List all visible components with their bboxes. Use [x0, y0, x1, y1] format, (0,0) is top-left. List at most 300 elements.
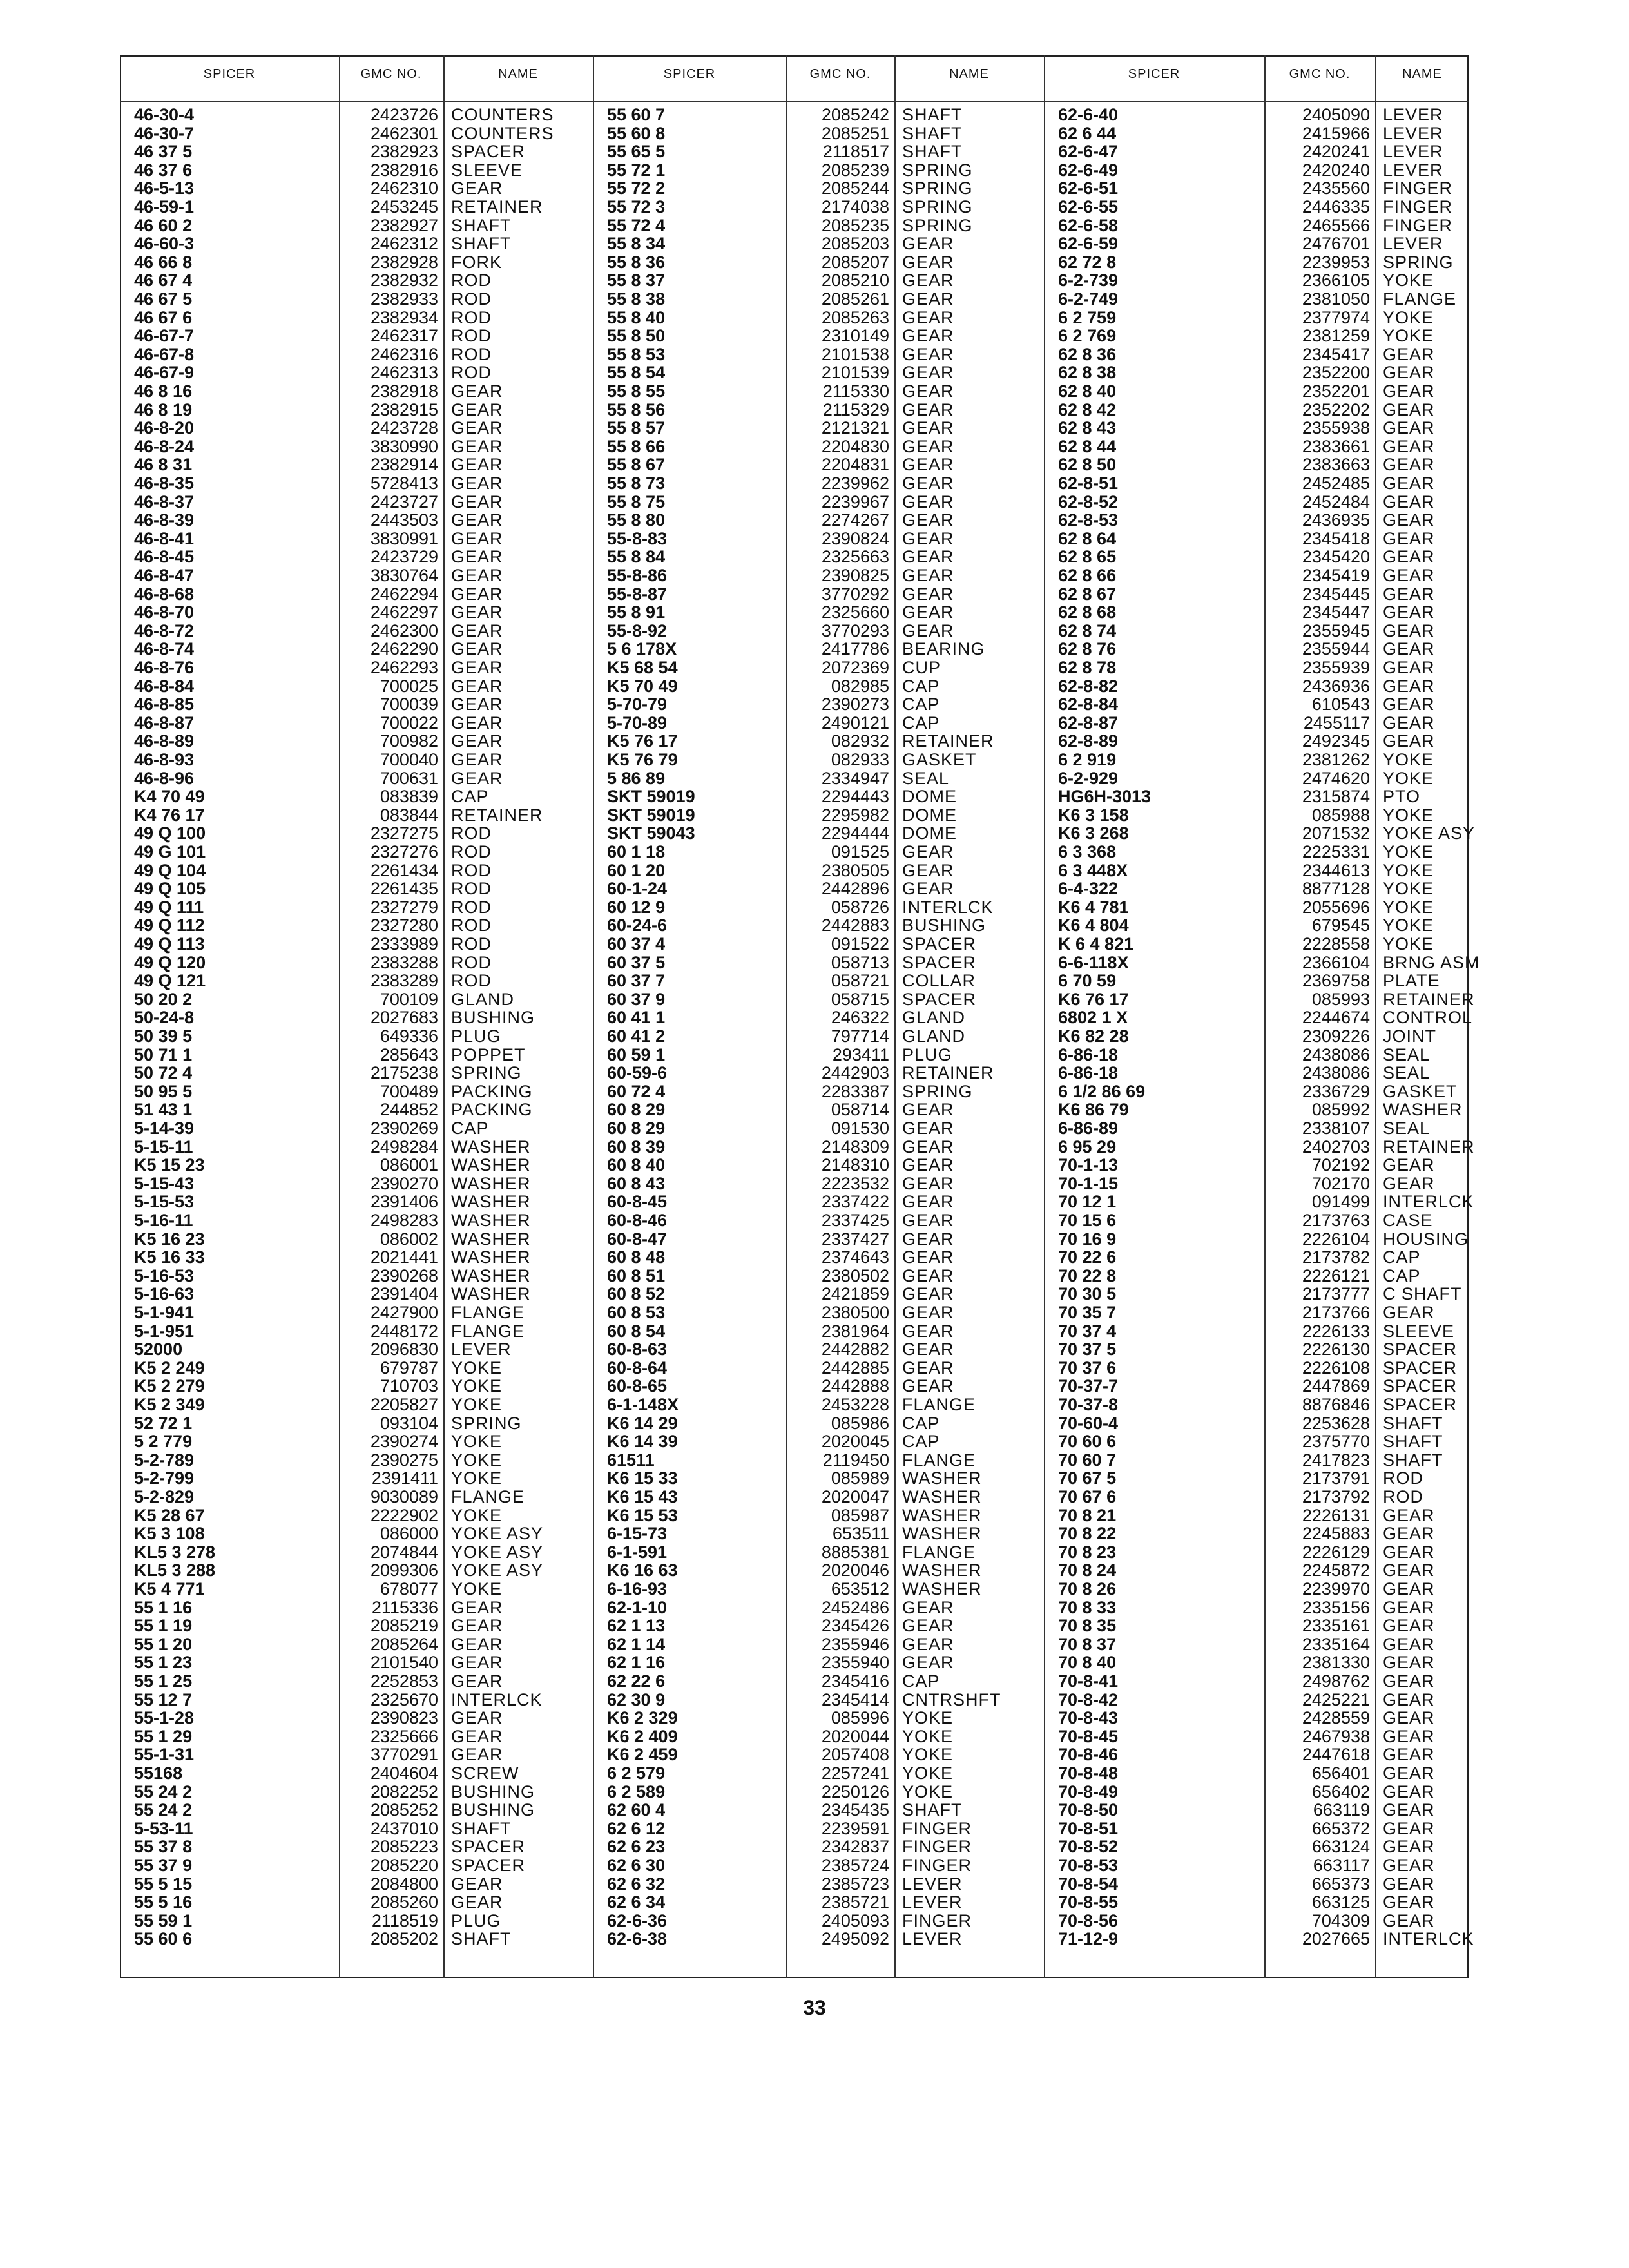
gmc-number: 2228558: [1302, 934, 1370, 954]
gmc-number: 2027665: [1302, 1929, 1370, 1949]
gmc-number: 2085251: [821, 123, 889, 143]
spicer-number: 62-8-52: [1058, 492, 1119, 512]
spicer-number: 50-24-8: [134, 1008, 195, 1028]
part-name: CAP: [902, 1413, 940, 1433]
part-name: GEAR: [451, 474, 503, 493]
gmc-number: 2442883: [821, 916, 889, 936]
gmc-number: 2462313: [370, 363, 438, 383]
gmc-number: 2226130: [1302, 1340, 1370, 1360]
gmc-number: 2462297: [370, 602, 438, 622]
part-name: GEAR: [902, 363, 954, 383]
part-name: FINGER: [902, 1856, 972, 1875]
gmc-number: 085988: [1311, 805, 1370, 825]
gmc-number: 2428559: [1302, 1708, 1370, 1728]
spicer-number: 6-4-322: [1058, 879, 1119, 899]
spicer-number: 49 Q 100: [134, 823, 206, 843]
part-name: GEAR: [451, 768, 503, 788]
part-name: FLANGE: [1383, 289, 1457, 309]
spicer-number: 55 8 67: [607, 455, 666, 475]
spicer-number: 62-8-51: [1058, 474, 1119, 493]
part-name: COLLAR: [902, 971, 976, 991]
spicer-number: 55-8-83: [607, 528, 668, 548]
part-name: WASHER: [902, 1468, 982, 1488]
spicer-number: K6 3 268: [1058, 823, 1129, 843]
gmc-number: 2085235: [821, 215, 889, 235]
parts-table: [120, 55, 1480, 1978]
spicer-number: 49 Q 120: [134, 952, 206, 972]
gmc-number: 2427900: [370, 1303, 438, 1322]
gmc-number: 2085210: [821, 271, 889, 291]
part-name: CAP: [902, 676, 940, 696]
column-header: SPICER: [1128, 67, 1181, 81]
gmc-number: 2390270: [370, 1173, 438, 1193]
spicer-number: 6-86-89: [1058, 1119, 1119, 1138]
column-divider: [1375, 55, 1376, 1978]
spicer-number: 60 41 2: [607, 1026, 666, 1046]
spicer-number: 46 60 2: [134, 215, 193, 235]
spicer-number: 70-8-53: [1058, 1856, 1119, 1875]
gmc-number: 2226121: [1302, 1265, 1370, 1285]
spicer-number: 62 6 30: [607, 1856, 666, 1875]
gmc-number: 2446335: [1302, 197, 1370, 216]
gmc-number: 2382927: [370, 215, 438, 235]
gmc-number: 2420240: [1302, 160, 1370, 180]
spicer-number: 6 95 29: [1058, 1137, 1117, 1157]
spicer-number: 62 8 44: [1058, 436, 1117, 456]
gmc-number: 710703: [380, 1376, 438, 1396]
part-name: BUSHING: [451, 1782, 535, 1802]
part-name: GEAR: [1383, 510, 1435, 530]
spicer-number: 60 8 29: [607, 1119, 666, 1138]
gmc-number: 083844: [380, 805, 438, 825]
part-name: SPRING: [902, 197, 973, 216]
spicer-number: 55 24 2: [134, 1800, 193, 1820]
spicer-number: 62-6-38: [607, 1929, 668, 1949]
part-name: FINGER: [1383, 215, 1453, 235]
spicer-number: SKT 59019: [607, 805, 695, 825]
gmc-number: 085992: [1311, 1100, 1370, 1120]
gmc-number: 656401: [1311, 1763, 1370, 1783]
part-name: PLUG: [902, 1044, 952, 1064]
gmc-number: 2381262: [1302, 750, 1370, 769]
spicer-number: 55 8 55: [607, 381, 666, 401]
gmc-number: 2345419: [1302, 566, 1370, 585]
gmc-number: 091522: [831, 934, 889, 954]
part-name: SPRING: [1383, 252, 1454, 272]
gmc-number: 2390824: [821, 528, 889, 548]
spicer-number: 60-8-64: [607, 1358, 668, 1378]
gmc-number: 2442888: [821, 1376, 889, 1396]
part-name: ROD: [451, 952, 492, 972]
spicer-number: 55 24 2: [134, 1782, 193, 1802]
spicer-number: 55-8-87: [607, 584, 668, 604]
spicer-number: 60 8 39: [607, 1137, 666, 1157]
part-name: GEAR: [1383, 731, 1435, 751]
spicer-number: 6-2-739: [1058, 271, 1119, 291]
spicer-number: 62-8-87: [1058, 713, 1119, 733]
gmc-number: 285643: [380, 1044, 438, 1064]
gmc-number: 2345426: [821, 1616, 889, 1636]
part-name: YOKE: [1383, 750, 1434, 769]
gmc-number: 2382932: [370, 271, 438, 291]
spicer-number: 55 8 38: [607, 289, 666, 309]
part-name: YOKE: [1383, 271, 1434, 291]
spicer-number: 70 22 6: [1058, 1247, 1117, 1267]
spicer-number: 46-8-39: [134, 510, 195, 530]
part-name: LEVER: [1383, 105, 1443, 124]
part-name: GEAR: [451, 713, 503, 733]
gmc-number: 2085207: [821, 252, 889, 272]
spicer-number: 55 59 1: [134, 1910, 193, 1930]
part-name: SHAFT: [902, 105, 963, 124]
gmc-number: 2462290: [370, 639, 438, 659]
spicer-number: 55 8 66: [607, 436, 666, 456]
page-number: 33: [803, 1996, 826, 2019]
part-name: GEAR: [1383, 1173, 1435, 1193]
spicer-number: 46-60-3: [134, 234, 195, 254]
gmc-number: 2327276: [370, 842, 438, 861]
part-name: GASKET: [902, 750, 977, 769]
gmc-number: 2423728: [370, 418, 438, 438]
part-name: GEAR: [902, 418, 954, 438]
gmc-number: 2253628: [1302, 1413, 1370, 1433]
gmc-number: 2239591: [821, 1818, 889, 1838]
gmc-number: 2355945: [1302, 620, 1370, 640]
spicer-number: 60 41 1: [607, 1008, 666, 1028]
spicer-number: 70-8-43: [1058, 1708, 1119, 1728]
part-name: SPRING: [902, 178, 973, 198]
column-header: NAME: [498, 67, 538, 81]
part-name: CAP: [1383, 1247, 1421, 1267]
gmc-number: 2447869: [1302, 1376, 1370, 1396]
part-name: SHAFT: [451, 1929, 512, 1949]
spicer-number: 6-1-148X: [607, 1395, 679, 1414]
part-name: CAP: [902, 695, 940, 715]
part-name: GEAR: [1383, 1892, 1435, 1912]
part-name: GEAR: [1383, 1155, 1435, 1175]
part-name: GEAR: [902, 307, 954, 327]
gmc-number: 2492345: [1302, 731, 1370, 751]
spicer-number: K6 15 43: [607, 1487, 678, 1506]
spicer-number: 55 8 37: [607, 271, 666, 291]
part-name: GEAR: [902, 1247, 954, 1267]
spicer-number: 55 1 23: [134, 1653, 193, 1673]
column-divider: [443, 55, 445, 1978]
spicer-number: 62 8 64: [1058, 528, 1117, 548]
gmc-number: 2173791: [1302, 1468, 1370, 1488]
part-name: SPACER: [902, 952, 977, 972]
spicer-number: K6 14 39: [607, 1432, 678, 1452]
gmc-number: 700039: [380, 695, 438, 715]
spicer-number: 62 8 36: [1058, 344, 1117, 364]
part-name: GEAR: [902, 492, 954, 512]
spicer-number: 62 8 40: [1058, 381, 1117, 401]
part-name: FLANGE: [902, 1450, 976, 1470]
gmc-number: 2294443: [821, 787, 889, 807]
part-name: GEAR: [902, 399, 954, 419]
gmc-number: 2443503: [370, 510, 438, 530]
gmc-number: 2462312: [370, 234, 438, 254]
spicer-number: 62 8 65: [1058, 547, 1117, 567]
spicer-number: 50 95 5: [134, 1081, 193, 1101]
part-name: GEAR: [902, 289, 954, 309]
gmc-number: 2381964: [821, 1321, 889, 1341]
part-name: GEAR: [1383, 547, 1435, 567]
spicer-number: 70-1-15: [1058, 1173, 1119, 1193]
spicer-number: K6 15 33: [607, 1468, 678, 1488]
gmc-number: 8876846: [1302, 1395, 1370, 1414]
part-name: SHAFT: [902, 142, 963, 162]
gmc-number: 2173766: [1302, 1303, 1370, 1322]
gmc-number: 2385724: [821, 1856, 889, 1875]
gmc-number: 2465566: [1302, 215, 1370, 235]
part-name: GEAR: [1383, 1561, 1435, 1581]
gmc-number: 653511: [832, 1524, 889, 1544]
part-name: WASHER: [451, 1211, 531, 1230]
part-name: WASHER: [902, 1579, 982, 1599]
part-name: GEAR: [902, 1229, 954, 1249]
spicer-number: 49 Q 104: [134, 860, 206, 880]
spicer-number: 55 5 15: [134, 1874, 193, 1894]
spicer-number: 5 86 89: [607, 768, 666, 788]
part-name: GEAR: [451, 676, 503, 696]
spicer-number: 70 8 24: [1058, 1561, 1117, 1581]
gmc-number: 2442903: [821, 1063, 889, 1083]
part-name: GEAR: [451, 695, 503, 715]
part-name: GEAR: [451, 436, 503, 456]
part-name: GEAR: [902, 510, 954, 530]
spicer-number: 55 8 73: [607, 474, 666, 493]
spicer-number: 46-8-20: [134, 418, 195, 438]
spicer-number: 55 37 8: [134, 1837, 193, 1857]
gmc-number: 2345447: [1302, 602, 1370, 622]
part-name: GEAR: [902, 1211, 954, 1230]
gmc-number: 244852: [380, 1100, 438, 1120]
part-name: BUSHING: [451, 1008, 535, 1028]
spicer-number: 46-8-74: [134, 639, 195, 659]
spicer-number: 55168: [134, 1763, 183, 1783]
gmc-number: 2462316: [370, 344, 438, 364]
part-name: YOKE ASY: [451, 1542, 544, 1562]
gmc-number: 2173782: [1302, 1247, 1370, 1267]
spicer-number: K6 82 28: [1058, 1026, 1129, 1046]
spicer-number: K5 16 33: [134, 1247, 205, 1267]
part-name: LEVER: [1383, 160, 1443, 180]
part-name: GEAR: [1383, 1689, 1435, 1709]
part-name: SPACER: [902, 989, 977, 1009]
gmc-number: 2375770: [1302, 1432, 1370, 1452]
gmc-number: 700631: [380, 768, 438, 788]
spicer-number: K6 16 63: [607, 1561, 678, 1581]
part-name: GEAR: [1383, 1708, 1435, 1728]
part-name: CAP: [902, 1671, 940, 1691]
spicer-number: 70-8-46: [1058, 1745, 1119, 1765]
spicer-number: 70 37 4: [1058, 1321, 1117, 1341]
gmc-number: 086001: [380, 1155, 438, 1175]
spicer-number: 70 15 6: [1058, 1211, 1117, 1230]
spicer-number: 55 1 20: [134, 1634, 193, 1654]
part-name: RETAINER: [902, 731, 994, 751]
gmc-number: 2020047: [821, 1487, 889, 1506]
gmc-number: 2101538: [821, 344, 889, 364]
spicer-number: 5 6 178X: [607, 639, 677, 659]
spicer-number: K4 76 17: [134, 805, 205, 825]
spicer-number: 5-2-789: [134, 1450, 195, 1470]
part-name: GEAR: [1383, 1763, 1435, 1783]
spicer-number: 70 37 5: [1058, 1340, 1117, 1360]
gmc-number: 2381050: [1302, 289, 1370, 309]
gmc-number: 2390275: [370, 1450, 438, 1470]
gmc-number: 2338107: [1302, 1119, 1370, 1138]
spicer-number: 70 22 8: [1058, 1265, 1117, 1285]
spicer-number: 52 72 1: [134, 1413, 193, 1433]
gmc-number: 2438086: [1302, 1063, 1370, 1083]
spicer-number: 49 Q 113: [134, 934, 205, 954]
part-name: JOINT: [1383, 1026, 1436, 1046]
gmc-number: 2283387: [821, 1081, 889, 1101]
spicer-number: 62-6-49: [1058, 160, 1119, 180]
gmc-number: 656402: [1311, 1782, 1370, 1802]
gmc-number: 2391406: [370, 1192, 438, 1212]
part-name: WASHER: [451, 1247, 531, 1267]
part-name: PLATE: [1383, 971, 1440, 991]
part-name: GEAR: [1383, 1579, 1435, 1599]
gmc-number: 2315874: [1302, 787, 1370, 807]
part-name: SHAFT: [1383, 1413, 1443, 1433]
spicer-number: 50 71 1: [134, 1044, 193, 1064]
spicer-number: 46-5-13: [134, 178, 195, 198]
part-name: GEAR: [1383, 1726, 1435, 1746]
gmc-number: 2382914: [370, 455, 438, 475]
part-name: WASHER: [451, 1137, 531, 1157]
spicer-number: 62-8-84: [1058, 695, 1119, 715]
part-name: GEAR: [451, 399, 503, 419]
part-name: FLANGE: [451, 1321, 525, 1341]
part-name: SPACER: [1383, 1340, 1458, 1360]
spicer-number: 46 67 5: [134, 289, 193, 309]
gmc-number: 2415966: [1302, 123, 1370, 143]
part-name: WASHER: [451, 1192, 531, 1212]
gmc-number: 2085264: [370, 1634, 438, 1654]
part-name: YOKE: [902, 1726, 954, 1746]
part-name: FLANGE: [451, 1487, 525, 1506]
gmc-number: 2390825: [821, 566, 889, 585]
part-name: GEAR: [1383, 1597, 1435, 1617]
gmc-number: 2383288: [370, 952, 438, 972]
spicer-number: 60 37 5: [607, 952, 666, 972]
spicer-number: 70 8 40: [1058, 1653, 1117, 1673]
part-name: CAP: [902, 713, 940, 733]
part-name: GEAR: [902, 436, 954, 456]
part-name: CASE: [1383, 1211, 1433, 1230]
part-name: YOKE: [451, 1376, 503, 1396]
spicer-number: 62 6 44: [1058, 123, 1117, 143]
spicer-number: 62 8 76: [1058, 639, 1117, 659]
spicer-number: 6-86-18: [1058, 1044, 1119, 1064]
gmc-number: 2462294: [370, 584, 438, 604]
part-name: ROD: [451, 971, 492, 991]
spicer-number: 70-8-51: [1058, 1818, 1119, 1838]
spicer-number: 46 66 8: [134, 252, 193, 272]
spicer-number: 70-60-4: [1058, 1413, 1119, 1433]
spicer-number: 46-8-87: [134, 713, 195, 733]
gmc-number: 2352202: [1302, 399, 1370, 419]
gmc-number: 2345414: [821, 1689, 889, 1709]
part-name: YOKE: [1383, 897, 1434, 917]
spicer-number: 46-8-37: [134, 492, 195, 512]
spicer-number: 62 8 42: [1058, 399, 1117, 419]
gmc-number: 2382916: [370, 160, 438, 180]
part-name: YOKE: [1383, 805, 1434, 825]
gmc-number: 2382934: [370, 307, 438, 327]
spicer-number: 60 8 52: [607, 1284, 666, 1304]
gmc-number: 2498283: [370, 1211, 438, 1230]
spicer-number: 49 Q 105: [134, 879, 206, 899]
part-name: SEAL: [902, 768, 950, 788]
gmc-number: 700982: [380, 731, 438, 751]
gmc-number: 085989: [831, 1468, 889, 1488]
spicer-number: 55 8 84: [607, 547, 666, 567]
gmc-number: 2085260: [370, 1892, 438, 1912]
spicer-number: 6-1-591: [607, 1542, 668, 1562]
part-name: YOKE: [902, 1782, 954, 1802]
gmc-number: 653512: [831, 1579, 889, 1599]
gmc-number: 2436936: [1302, 676, 1370, 696]
part-name: SPRING: [451, 1063, 522, 1083]
spicer-number: 62-8-82: [1058, 676, 1119, 696]
gmc-number: 2382918: [370, 381, 438, 401]
part-name: YOKE ASY: [451, 1524, 544, 1544]
gmc-number: 2257241: [821, 1763, 889, 1783]
spicer-number: 49 Q 121: [134, 971, 206, 991]
part-name: YOKE: [1383, 842, 1434, 861]
spicer-number: 60-8-46: [607, 1211, 668, 1230]
part-name: GEAR: [1383, 695, 1435, 715]
gmc-number: 2310149: [821, 326, 889, 346]
spicer-number: 62 72 8: [1058, 252, 1117, 272]
part-name: GEAR: [1383, 713, 1435, 733]
spicer-number: 5-70-79: [607, 695, 668, 715]
gmc-number: 2452486: [821, 1597, 889, 1617]
spicer-number: K6 4 804: [1058, 916, 1129, 936]
spicer-number: 61511: [607, 1450, 655, 1470]
part-name: SHAFT: [1383, 1432, 1443, 1452]
part-name: GEAR: [451, 750, 503, 769]
gmc-number: 058721: [831, 971, 889, 991]
part-name: YOKE: [451, 1358, 503, 1378]
gmc-number: 2447618: [1302, 1745, 1370, 1765]
spicer-number: 6802 1 X: [1058, 1008, 1128, 1028]
part-name: WASHER: [451, 1284, 531, 1304]
spicer-number: 62-6-59: [1058, 234, 1119, 254]
part-name: ROD: [451, 307, 492, 327]
part-name: INTERLCK: [1383, 1929, 1474, 1949]
part-name: GEAR: [1383, 1837, 1435, 1857]
part-name: GEAR: [902, 547, 954, 567]
spicer-number: 55 8 56: [607, 399, 666, 419]
gmc-number: 2335156: [1302, 1597, 1370, 1617]
part-name: SHAFT: [902, 123, 963, 143]
spicer-number: 55 1 16: [134, 1597, 193, 1617]
spicer-number: 62-6-40: [1058, 105, 1119, 124]
part-name: RETAINER: [451, 197, 543, 216]
gmc-number: 2223532: [821, 1173, 889, 1193]
column-header: NAME: [1402, 67, 1442, 81]
spicer-number: 55-8-86: [607, 566, 668, 585]
column-divider: [1044, 55, 1045, 1978]
gmc-number: 2325670: [370, 1689, 438, 1709]
gmc-number: 2476701: [1302, 234, 1370, 254]
